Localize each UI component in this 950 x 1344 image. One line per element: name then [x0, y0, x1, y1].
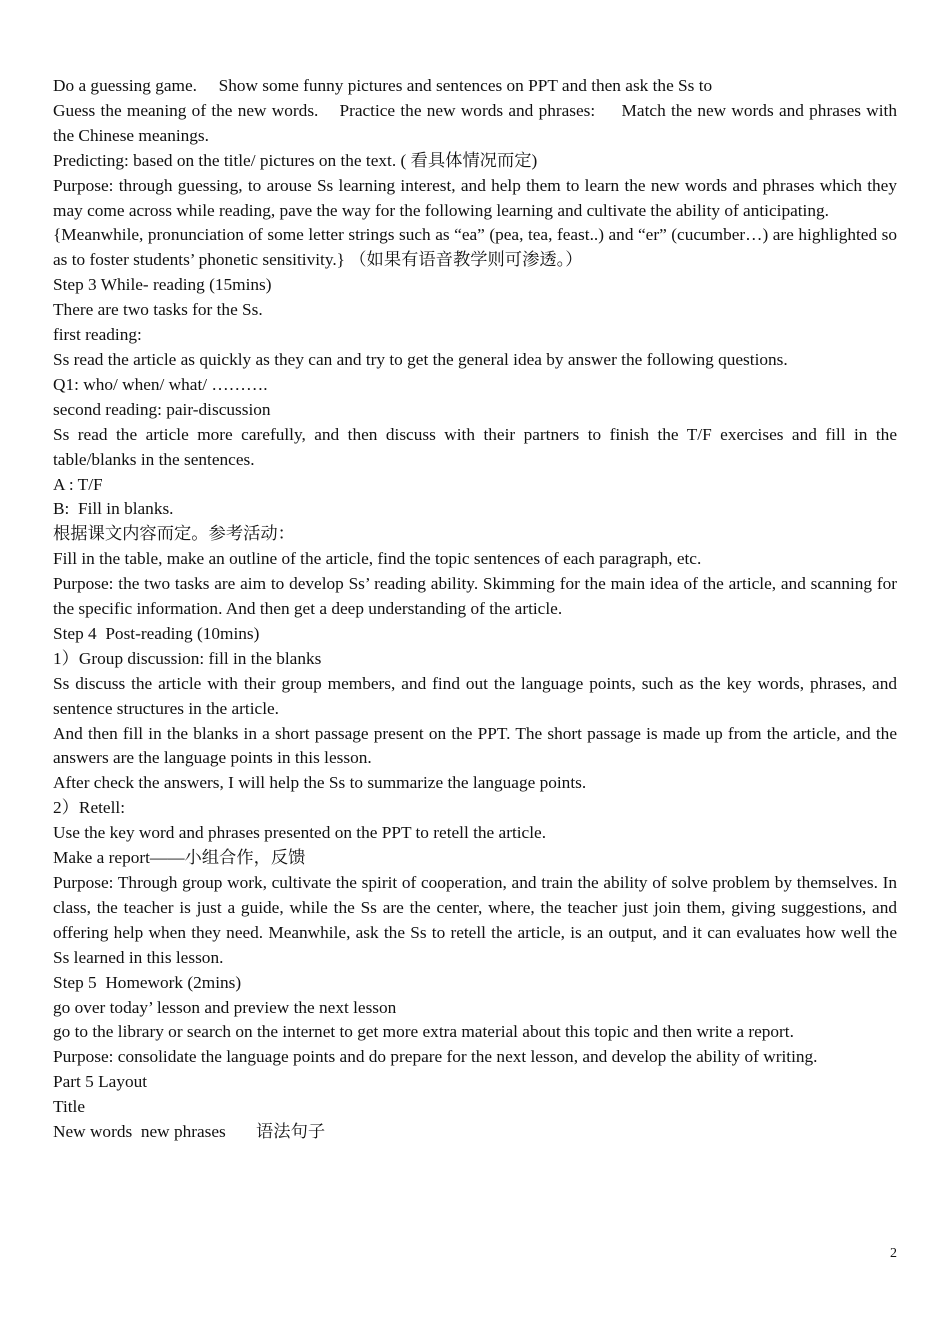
pronunciation-paragraph: {Meanwhile, pronunciation of some letter strings such as “ea” (pea, tea, feast..) and “er” (cucumber…) are highlighted so as to foster students’ phonetic sensitivity.} （如果有语音教学则可渗透。） [53, 225, 897, 270]
first-reading-label: first reading: [53, 325, 142, 345]
two-tasks-line: There are two tasks for the Ss. [53, 300, 263, 320]
second-reading-label: second reading: pair-discussion [53, 399, 271, 419]
purpose-guessing-paragraph: Purpose: through guessing, to arouse Ss learning interest, and help them to learn the new words and phrases which they may come across while reading, pave the way for the following learning and cultivate the ability of anticipating. [53, 175, 897, 220]
second-reading-instruction: Ss read the article more carefully, and then discuss with their partners to finish the T/F exercises and fill in the table/blanks in the sentences. [53, 424, 897, 469]
purpose-group-work-paragraph: Purpose: Through group work, cultivate the spirit of cooperation, and train the ability of solve problem by themselves. In class, the teacher is just a guide, while the Ss are the center, where, the teacher just join them, giving suggestions, and offering help when they need. Meanwhile, ask the Ss to retell the article, is an output, and it can evaluates how well the Ss learned in this lesson. [53, 873, 897, 967]
purpose-homework-paragraph: Purpose: consolidate the language points and do prepare for the next lesson, and develop the ability of writing. [53, 1047, 818, 1067]
task-a-line: A : T/F [53, 474, 103, 494]
layout-words-line: New words new phrases 语法句子 [53, 1122, 326, 1142]
group-discussion-line: 1）Group discussion: fill in the blanks [53, 648, 322, 668]
make-report-line: Make a report——小组合作，反馈 [53, 848, 306, 868]
fill-table-line: Fill in the table, make an outline of the article, find the topic sentences of each paragraph, etc. [53, 549, 702, 569]
first-reading-instruction: Ss read the article as quickly as they can and try to get the general idea by answer the following questions. [53, 349, 788, 369]
part-5-heading: Part 5 Layout [53, 1072, 148, 1092]
predicting-line: Predicting: based on the title/ pictures on the text. ( 看具体情况而定) [53, 150, 538, 170]
document-body [53, 74, 897, 1145]
retell-label: 2）Retell: [53, 798, 125, 818]
purpose-reading-paragraph: Purpose: the two tasks are aim to develop Ss’ reading ability. Skimming for the main idea of the article, and scanning for the specific information. And then get a deep understanding of the article. [53, 574, 897, 619]
guess-meaning-paragraph: Guess the meaning of the new words. Practice the new words and phrases: Match the new words and phrases with the Chinese meanings. [53, 100, 897, 145]
step-4-heading: Step 4 Post-reading (10mins) [53, 623, 260, 643]
q1-line: Q1: who/ when/ what/ ………. [53, 374, 268, 394]
fill-blanks-paragraph: And then fill in the blanks in a short passage present on the PPT. The short passage is made up from the article, and the answers are the language points in this lesson. [53, 723, 897, 768]
reference-activities-line: 根据课文内容而定。参考活动： [53, 524, 295, 544]
step-5-heading: Step 5 Homework (2mins) [53, 972, 242, 992]
group-discussion-paragraph: Ss discuss the article with their group members, and find out the language points, such as the key words, phrases, and sentence structures in the article. [53, 673, 897, 718]
page-number: 2 [890, 1246, 897, 1261]
retell-instruction: Use the key word and phrases presented on the PPT to retell the article. [53, 823, 547, 843]
layout-title-line: Title [53, 1097, 86, 1117]
task-b-line: B: Fill in blanks. [53, 499, 174, 519]
check-answers-line: After check the answers, I will help the Ss to summarize the language points. [53, 773, 587, 793]
homework-line-1: go over today’ lesson and preview the next lesson [53, 997, 397, 1017]
step-3-heading: Step 3 While- reading (15mins) [53, 275, 272, 295]
homework-line-2: go to the library or search on the internet to get more extra material about this topic and then write a report. [53, 1022, 794, 1042]
guessing-game-line: Do a guessing game. Show some funny pictures and sentences on PPT and then ask the Ss to [53, 76, 713, 95]
